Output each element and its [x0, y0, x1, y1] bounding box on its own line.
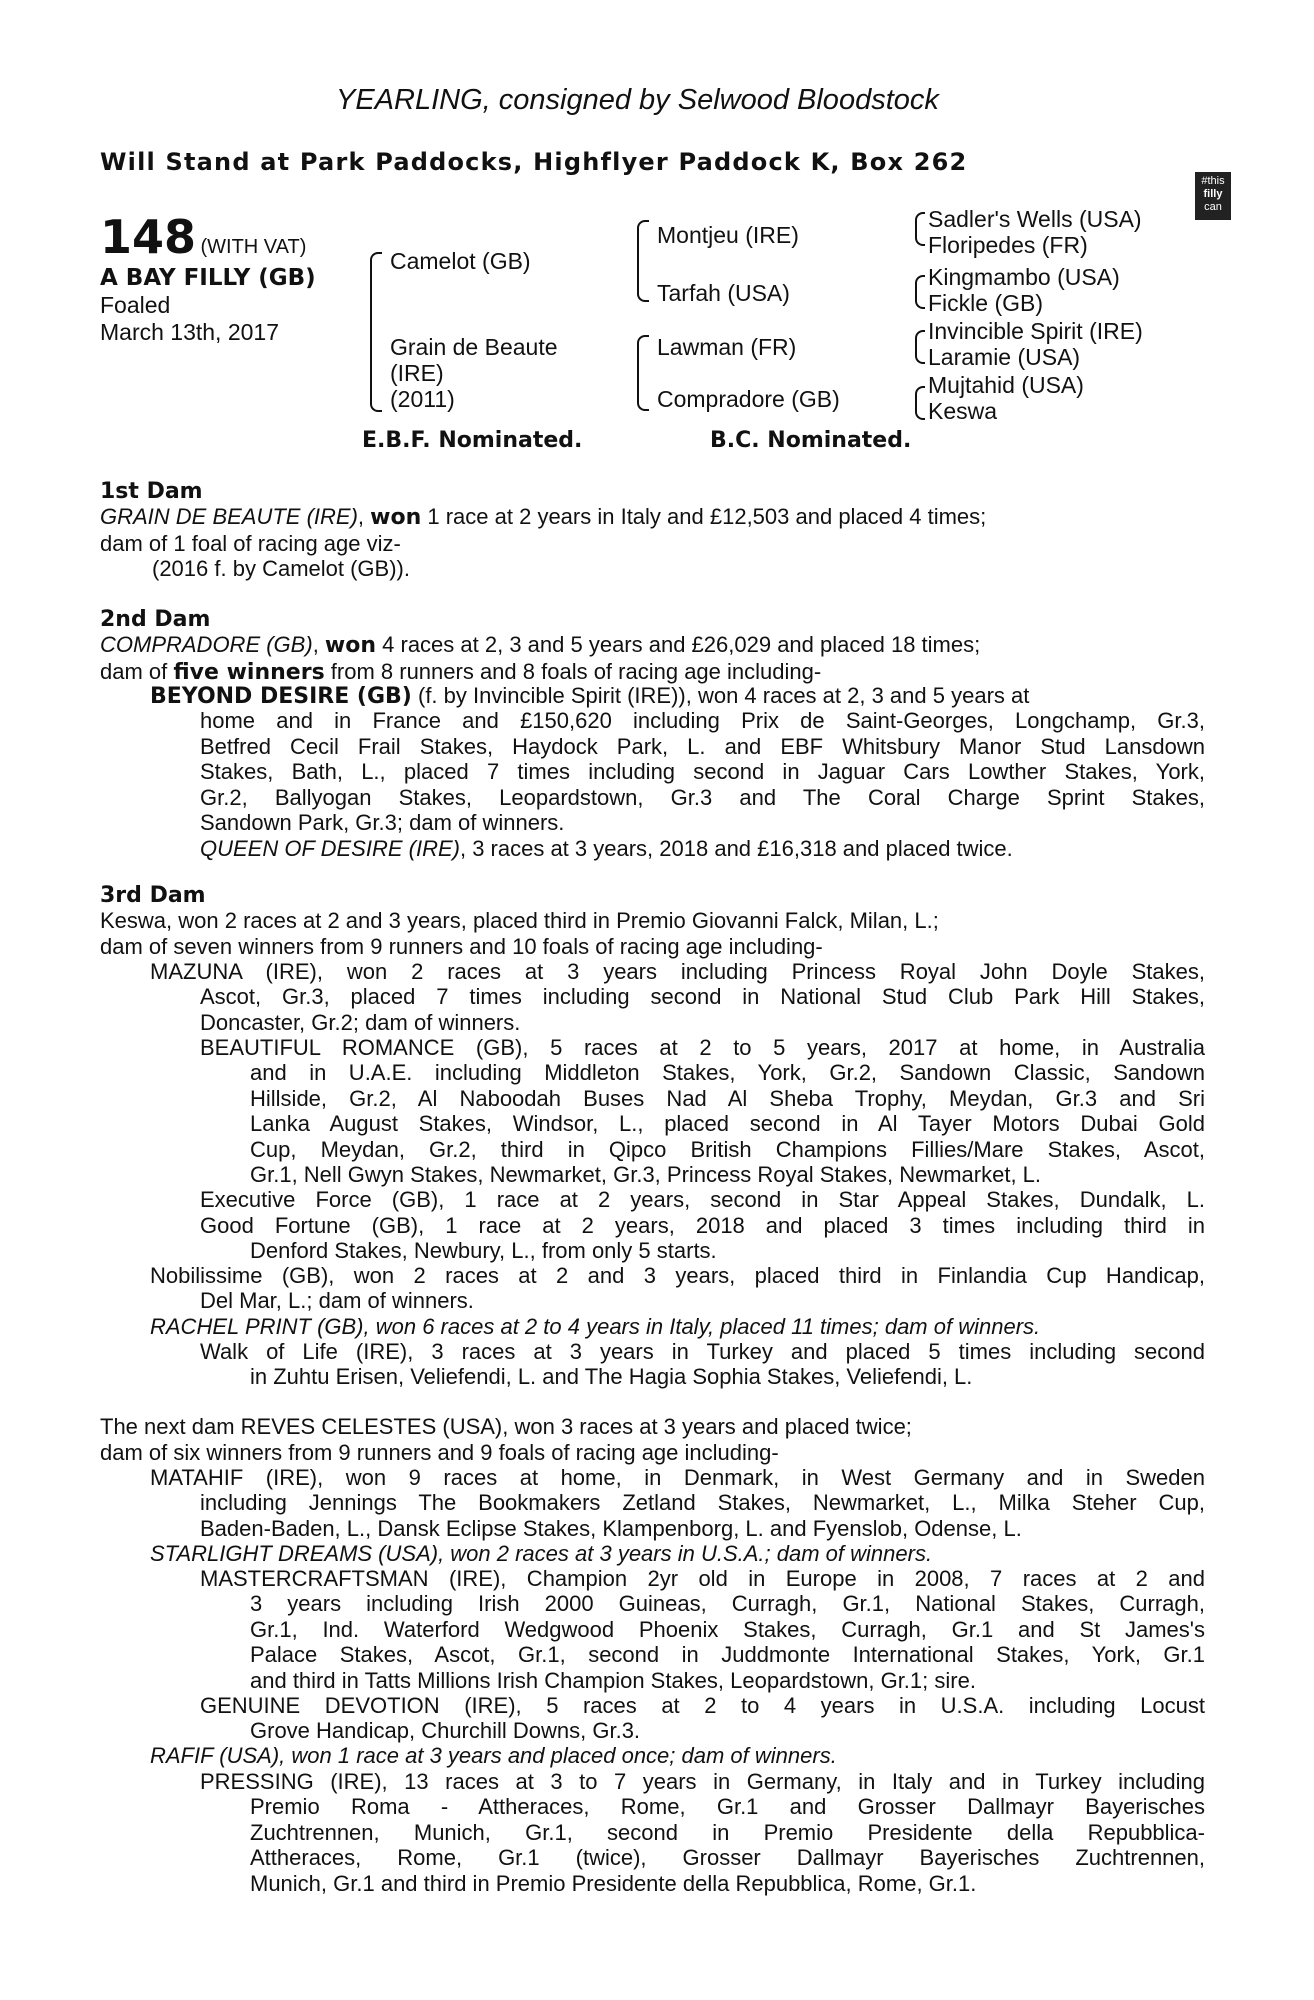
first-dam-produce: dam of 1 foal of racing age viz- [100, 530, 401, 556]
pedigree-line: MATAHIF (IRE), won 9 races at home, in Denmark, in West Germany and in Sweden [150, 1465, 1205, 1490]
pedigree-bracket [915, 346, 925, 364]
mastercraftsman-entry [200, 1566, 1205, 1592]
walk-of-life-entry [200, 1339, 1205, 1365]
pedigree-sire-sire: Montjeu (IRE) [657, 222, 799, 248]
pedigree-ancestor: Floripedes (FR) [928, 232, 1088, 258]
pedigree-line: in Zuhtu Erisen, Veliefendi, L. and The Hagia Sophia Stakes, Veliefendi, L. [250, 1364, 973, 1389]
executive-force-entry [200, 1187, 1205, 1238]
pedigree-line: Good Fortune (GB), 1 race at 2 years, 2018 and placed 3 times including third in [200, 1212, 1205, 1238]
genuine-devotion-details [250, 1718, 1205, 1744]
pedigree-line: Gr.1, Nell Gwyn Stakes, Newmarket, Gr.3, Princess Royal Stakes, Newmarket, L. [250, 1162, 1042, 1187]
pedigree-line: including Jennings The Bookmakers Zetland Stakes, Newmarket, L., Milka Steher Cup, [200, 1490, 1205, 1515]
badge-line: #this [1201, 175, 1225, 187]
pedigree-line: Grove Handicap, Churchill Downs, Gr.3. [250, 1718, 641, 1743]
pedigree-bracket [637, 335, 649, 375]
pedigree-line: Cup, Meydan, Gr.2, third in Qipco British Champions Fillies/Mare Stakes, Ascot, [250, 1136, 1205, 1162]
lot-description: A BAY FILLY (GB) [100, 265, 316, 291]
stand-location: Will Stand at Park Paddocks, Highflyer Paddock K, Box 262 [100, 148, 968, 176]
pedigree-line: Denford Stakes, Newbury, L., from only 5 starts. [250, 1238, 717, 1263]
pedigree-line: Premio Roma - Attheraces, Rome, Gr.1 and Grosser Dallmayr Bayerisches [250, 1794, 1205, 1819]
next-dam-text [100, 1414, 1205, 1465]
pedigree-line: Munich, Gr.1 and third in Premio Presidente della Repubblica, Rome, Gr.1. [250, 1870, 977, 1896]
pedigree-sire: Camelot (GB) [390, 248, 531, 274]
pedigree-dam-sire: Lawman (FR) [657, 334, 797, 360]
pedigree-line: BEAUTIFUL ROMANCE (GB), 5 races at 2 to 5 years, 2017 at home, in Australia [200, 1035, 1205, 1060]
bc-nomination: B.C. Nominated. [710, 428, 912, 453]
pedigree-line: Gr.1, Ind. Waterford Wedgwood Phoenix Stakes, Curragh, Gr.1 and St James's [250, 1616, 1205, 1642]
horse-name: BEYOND DESIRE (GB) [150, 684, 412, 709]
pedigree-line: Baden-Baden, L., Dansk Eclipse Stakes, Klampenborg, L. and Fyenslob, Odense, L. [200, 1515, 1022, 1541]
pedigree-line: and in U.A.E. including Middleton Stakes, York, Gr.2, Sandown Classic, Sandown [250, 1060, 1205, 1085]
pedigree-line: 3 years including Irish 2000 Guineas, Curragh, Gr.1, National Stakes, Curragh, [250, 1591, 1205, 1616]
horse-name: QUEEN OF DESIRE (IRE) [200, 835, 460, 861]
badge-line: filly [1203, 188, 1223, 200]
pedigree-line: RAFIF (USA), won 1 race at 3 years and placed once; dam of winners. [150, 1743, 837, 1768]
pedigree-line: The next dam REVES CELESTES (USA), won 3 races at 3 years and placed twice; [100, 1414, 912, 1439]
pedigree-line: Keswa, won 2 races at 2 and 3 years, placed third in Premio Giovanni Falck, Milan, L.; [100, 908, 939, 933]
third-dam-title: 3rd Dam [100, 883, 206, 908]
pedigree-bracket [915, 402, 925, 420]
second-dam-record: 4 races at 2, 3 and 5 years and £26,029 and placed 18 times; [376, 632, 981, 657]
pedigree-line: Zuchtrennen, Munich, Gr.1, second in Premio Presidente della Repubblica- [250, 1819, 1205, 1845]
matahif-entry [150, 1465, 1205, 1491]
pedigree-bracket [915, 228, 925, 246]
third-dam-text [100, 908, 1205, 959]
won-label: won [324, 633, 377, 658]
pedigree-dam-year: (2011) [390, 386, 455, 412]
hashtag-badge [1195, 172, 1231, 220]
pedigree-line: Nobilissime (GB), won 2 races at 2 and 3 years, placed third in Finlandia Cup Handicap, [150, 1263, 1205, 1288]
matahif-details [200, 1490, 1205, 1541]
foaled-label: Foaled [100, 292, 171, 318]
first-dam-foal: (2016 f. by Camelot (GB)). [152, 556, 410, 581]
pedigree-bracket [370, 252, 382, 332]
ebf-nomination: E.B.F. Nominated. [362, 428, 583, 453]
first-dam-record: 1 race at 2 years in Italy and £12,503 and placed 4 times; [421, 504, 987, 529]
won-label: won [370, 505, 422, 530]
nobilissime-details [200, 1288, 1205, 1314]
mazuna-entry [150, 959, 1205, 985]
pedigree-line: Attheraces, Rome, Gr.1 (twice), Grosser Dallmayr Bayerisches Zuchtrennen, [250, 1845, 1205, 1870]
pedigree-line: MAZUNA (IRE), won 2 races at 3 years including Princess Royal John Doyle Stakes, [150, 959, 1205, 984]
pedigree-line: dam of seven winners from 9 runners and 10 foals of racing age including- [100, 933, 823, 959]
walk-of-life-details [250, 1364, 1205, 1390]
beyond-desire-details [200, 708, 1205, 861]
horse-record: , 3 races at 3 years, 2018 and £16,318 and placed twice. [459, 835, 1013, 861]
vat-note: (WITH VAT) [200, 236, 307, 258]
pedigree-line: Walk of Life (IRE), 3 races at 3 years in Turkey and placed 5 times including second [200, 1339, 1205, 1364]
consignment-heading: YEARLING, consigned by Selwood Bloodstock [336, 84, 939, 116]
mastercraftsman-details [250, 1591, 1205, 1693]
pedigree-bracket [637, 260, 649, 302]
badge-line: can [1204, 201, 1222, 213]
lot-number: 148 [100, 210, 197, 264]
first-dam-title: 1st Dam [100, 479, 203, 504]
foaled-date: March 13th, 2017 [100, 319, 280, 345]
pedigree-ancestor: Sadler's Wells (USA) [928, 206, 1142, 232]
pedigree-ancestor: Invincible Spirit (IRE) [928, 318, 1143, 344]
pedigree-bracket [915, 291, 925, 309]
pedigree-ancestor: Fickle (GB) [928, 290, 1043, 316]
pedigree-ancestor: Kingmambo (USA) [928, 264, 1120, 290]
pedigree-line: dam of six winners from 9 runners and 9 foals of racing age including- [100, 1439, 779, 1465]
pedigree-line: STARLIGHT DREAMS (USA), won 2 races at 3 years in U.S.A.; dam of winners. [150, 1541, 933, 1566]
pedigree-dam: Grain de Beaute [390, 334, 558, 360]
horse-record: home and in France and £150,620 including Prix de Saint-Georges, Longchamp, Gr.3, [200, 708, 1205, 733]
pedigree-line: Lanka August Stakes, Windsor, L., placed second in Al Tayer Motors Dubai Gold [250, 1111, 1205, 1136]
good-fortune-details [250, 1238, 1205, 1264]
second-dam-text: COMPRADORE (GB), won 4 races at 2, 3 and 5 years and £26,029 and placed 18 times; dam of five winners from 8 runners and 8 foals of racing age including- [100, 632, 981, 685]
beyond-desire-entry [150, 683, 1205, 710]
pedigree-line: RACHEL PRINT (GB), won 6 races at 2 to 4 years in Italy, placed 11 times; dam of winners. [150, 1314, 1041, 1339]
mazuna-details [200, 984, 1205, 1061]
pressing-entry [200, 1769, 1205, 1795]
second-dam-title: 2nd Dam [100, 607, 211, 632]
pedigree-line: Palace Stakes, Ascot, Gr.1, second in Juddmonte International Stakes, York, Gr.1 [250, 1642, 1205, 1667]
pedigree-line: and third in Tatts Millions Irish Champion Stakes, Leopardstown, Gr.1; sire. [250, 1667, 976, 1693]
horse-record: Gr.2, Ballyogan Stakes, Leopardstown, Gr.3 and The Coral Charge Sprint Stakes, [200, 784, 1205, 810]
pedigree-line: Hillside, Gr.2, Al Naboodah Buses Nad Al Sheba Trophy, Meydan, Gr.3 and Sri [250, 1085, 1205, 1111]
second-dam-produce: from 8 runners and 8 foals of racing age including- [324, 658, 822, 684]
rachel-print-entry [150, 1314, 1205, 1340]
winners-count: five winners [173, 659, 325, 685]
genuine-devotion-entry [200, 1693, 1205, 1719]
pedigree-line: Doncaster, Gr.2; dam of winners. [200, 1009, 521, 1035]
horse-record: Stakes, Bath, L., placed 7 times including second in Jaguar Cars Lowther Stakes, York, [200, 759, 1205, 784]
pedigree-bracket [637, 373, 649, 411]
pedigree-line: PRESSING (IRE), 13 races at 3 to 7 years in Germany, in Italy and in Turkey including [200, 1769, 1205, 1794]
nobilissime-entry [150, 1263, 1205, 1289]
pedigree-dam: (IRE) [390, 360, 444, 386]
pedigree-bracket [370, 330, 382, 412]
pedigree-line: GENUINE DEVOTION (IRE), 5 races at 2 to 4 years in U.S.A. including Locust [200, 1693, 1205, 1718]
pedigree-sire-dam: Tarfah (USA) [657, 280, 790, 306]
horse-record: (f. by Invincible Spirit (IRE)), won 4 races at 2, 3 and 5 years at [411, 683, 1030, 708]
second-dam-name: COMPRADORE (GB) [100, 632, 313, 657]
lot-number-block [100, 210, 306, 264]
pedigree-line: Del Mar, L.; dam of winners. [200, 1288, 474, 1313]
pedigree-line: Ascot, Gr.3, placed 7 times including second in National Stud Club Park Hill Stakes, [200, 984, 1205, 1009]
pedigree-dam-dam: Compradore (GB) [657, 386, 840, 412]
horse-record: Sandown Park, Gr.3; dam of winners. [200, 810, 565, 835]
pedigree-ancestor: Mujtahid (USA) [928, 372, 1084, 398]
rafif-entry [150, 1743, 1205, 1769]
pedigree-line: MASTERCRAFTSMAN (IRE), Champion 2yr old in Europe in 2008, 7 races at 2 and [200, 1566, 1205, 1591]
first-dam-text: GRAIN DE BEAUTE (IRE), won 1 race at 2 years in Italy and £12,503 and placed 4 times; dam of 1 foal of racing age viz- (2016 f. by Camelot (GB)). [100, 504, 1205, 582]
pedigree-ancestor: Keswa [928, 398, 998, 424]
pressing-details [250, 1794, 1205, 1896]
starlight-dreams-entry [150, 1541, 1205, 1567]
pedigree-ancestor: Laramie (USA) [928, 344, 1081, 370]
first-dam-name: GRAIN DE BEAUTE (IRE) [100, 504, 358, 529]
pedigree-bracket [637, 220, 649, 262]
pedigree-line: Executive Force (GB), 1 race at 2 years, second in Star Appeal Stakes, Dundalk, L. [200, 1187, 1205, 1212]
horse-record: Betfred Cecil Frail Stakes, Haydock Park, L. and EBF Whitsbury Manor Stud Lansdown [200, 733, 1205, 759]
dam-of-label: dam of [100, 658, 174, 684]
beautiful-romance-details [250, 1060, 1205, 1188]
